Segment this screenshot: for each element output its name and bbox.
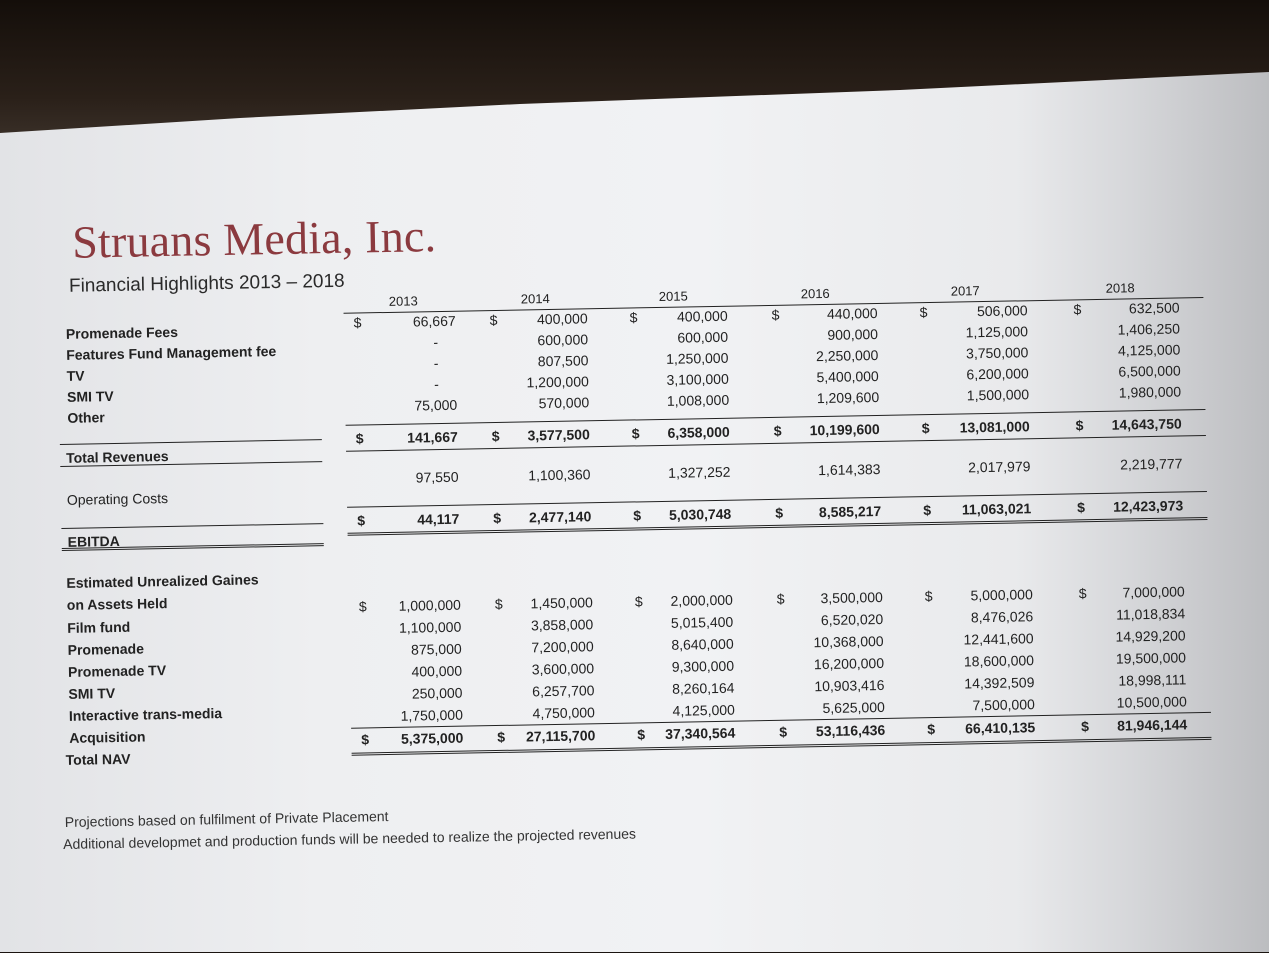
revenue-row-4-value-2017: 1,500,000 xyxy=(966,386,1030,404)
operating-costs-value-2014: 1,100,360 xyxy=(528,466,591,484)
asset-row-0-value-2014: 1,450,000 xyxy=(530,594,594,612)
total-revenues-currency-2014: $ xyxy=(491,427,500,445)
revenue-row-0-value-2013: 66,667 xyxy=(412,312,456,330)
asset-row-2-value-2018: 14,929,200 xyxy=(1115,627,1186,645)
total-revenues-value-2013: 141,667 xyxy=(407,428,458,446)
revenue-row-2-value-2015: 1,250,000 xyxy=(665,349,729,367)
asset-row-2-label: Promenade TV xyxy=(67,662,167,680)
footnote-projections: Projections based on fulfilment of Private Placement xyxy=(64,808,389,830)
revenue-row-1-value-2017: 1,125,000 xyxy=(965,323,1029,341)
asset-row-0-label: Film fund xyxy=(67,618,131,636)
asset-row-5-value-2013: 1,750,000 xyxy=(400,706,464,724)
ebitda-currency-2017: $ xyxy=(923,502,932,519)
revenue-row-0-value-2017: 506,000 xyxy=(976,302,1028,320)
total-revenues-currency-2015: $ xyxy=(631,425,640,442)
asset-row-5-label: Acquisition xyxy=(69,728,146,746)
asset-row-3-value-2014: 3,600,000 xyxy=(531,660,595,678)
revenue-row-0-label: Promenade Fees xyxy=(65,323,179,342)
revenue-row-3-label: SMI TV xyxy=(66,387,114,405)
revenue-row-1-value-2014: 600,000 xyxy=(537,331,589,349)
total-revenues-currency-2016: $ xyxy=(773,422,782,439)
asset-row-0-currency-2014: $ xyxy=(494,595,503,613)
asset-row-0-value-2018: 7,000,000 xyxy=(1122,583,1185,601)
year-header-2013: 2013 xyxy=(388,293,418,309)
revenue-row-0-value-2014: 400,000 xyxy=(536,310,588,328)
ebitda-currency-2018: $ xyxy=(1077,499,1086,516)
revenue-row-3-value-2018: 6,500,000 xyxy=(1118,362,1181,380)
asset-row-0-currency-2017: $ xyxy=(924,588,933,605)
ebitda-value-2014: 2,477,140 xyxy=(528,508,592,526)
operating-costs-value-2013: 97,550 xyxy=(415,468,459,486)
ebitda-currency-2015: $ xyxy=(633,507,642,524)
asset-row-2-value-2016: 10,368,000 xyxy=(813,632,884,651)
total-revenues-currency-2017: $ xyxy=(921,420,930,437)
asset-row-2-value-2015: 8,640,000 xyxy=(671,635,734,653)
ebitda-value-2013: 44,117 xyxy=(417,510,460,528)
revenue-row-4-value-2013: 75,000 xyxy=(414,396,458,414)
revenue-row-3-value-2015: 3,100,000 xyxy=(666,370,729,388)
total-nav-currency-2016: $ xyxy=(779,723,788,740)
asset-row-0-currency-2018: $ xyxy=(1078,585,1087,602)
revenue-row-2-value-2013: - xyxy=(433,355,439,372)
asset-row-0-value-2017: 5,000,000 xyxy=(970,586,1033,604)
revenue-row-4-value-2015: 1,008,000 xyxy=(666,391,730,409)
asset-row-5-value-2017: 7,500,000 xyxy=(972,696,1035,714)
total-revenues-value-2018: 14,643,750 xyxy=(1111,415,1182,433)
revenue-row-0-currency-2016: $ xyxy=(771,306,780,323)
asset-row-3-value-2013: 400,000 xyxy=(411,662,463,680)
total-revenues-label-rule-top xyxy=(60,439,322,445)
total-revenues-currency-2013: $ xyxy=(355,430,364,447)
asset-row-1-value-2016: 6,520,020 xyxy=(820,610,884,629)
ebitda-value-2016: 8,585,217 xyxy=(818,502,882,521)
asset-row-5-value-2014: 4,750,000 xyxy=(532,704,596,722)
revenue-row-0-currency-2018: $ xyxy=(1073,301,1082,318)
asset-row-3-value-2016: 16,200,000 xyxy=(813,654,885,673)
ebitda-currency-2016: $ xyxy=(775,504,784,521)
revenue-row-0-currency-2014: $ xyxy=(489,311,498,329)
asset-row-3-value-2015: 9,300,000 xyxy=(671,657,735,675)
total-nav-label: Total NAV xyxy=(65,750,131,768)
asset-row-4-value-2017: 14,392,509 xyxy=(964,674,1035,692)
asset-row-1-value-2014: 3,858,000 xyxy=(530,616,594,634)
asset-row-1-value-2015: 5,015,400 xyxy=(670,613,734,631)
year-header-2018: 2018 xyxy=(1105,280,1135,296)
revenue-row-2-value-2017: 3,750,000 xyxy=(965,344,1029,362)
asset-row-0-currency-2015: $ xyxy=(634,593,643,610)
total-nav-currency-2014: $ xyxy=(497,728,506,746)
operating-costs-value-2018: 2,219,777 xyxy=(1119,455,1183,473)
asset-row-3-value-2018: 19,500,000 xyxy=(1115,649,1187,667)
unrealized-heading-2: on Assets Held xyxy=(66,595,168,613)
revenue-row-0-value-2016: 440,000 xyxy=(826,304,878,322)
asset-row-0-value-2016: 3,500,000 xyxy=(820,588,883,607)
revenue-row-3-value-2014: 1,200,000 xyxy=(526,373,589,391)
ebitda-label-rule-top xyxy=(61,523,323,529)
footnote-funding: Additional developmet and production funds will be needed to realize the projected revenues xyxy=(63,825,637,852)
asset-row-4-label: Interactive trans-media xyxy=(68,705,223,724)
company-title: Struans Media, Inc. xyxy=(71,210,437,268)
asset-row-4-value-2013: 250,000 xyxy=(411,684,463,702)
total-revenues-label: Total Revenues xyxy=(65,447,169,466)
asset-row-4-value-2014: 6,257,700 xyxy=(532,682,595,700)
total-revenues-value-2017: 13,081,000 xyxy=(959,418,1030,436)
total-nav-value-2017: 66,410,135 xyxy=(965,719,1036,737)
revenue-row-1-value-2018: 1,406,250 xyxy=(1117,320,1181,338)
year-header-2016: 2016 xyxy=(800,285,830,302)
revenue-row-0-currency-2017: $ xyxy=(919,304,928,321)
ebitda-currency-2014: $ xyxy=(493,509,502,527)
total-revenues-value-2016: 10,199,600 xyxy=(809,420,880,439)
document-subtitle: Financial Highlights 2013 – 2018 xyxy=(68,270,345,297)
operating-costs-value-2016: 1,614,383 xyxy=(818,460,881,479)
ebitda-value-2017: 11,063,021 xyxy=(961,500,1032,518)
revenue-row-0-value-2018: 632,500 xyxy=(1128,299,1180,317)
total-nav-currency-2018: $ xyxy=(1081,718,1090,735)
revenue-row-2-value-2018: 4,125,000 xyxy=(1117,341,1181,359)
revenue-row-1-value-2015: 600,000 xyxy=(677,328,729,346)
total-nav-value-2014: 27,115,700 xyxy=(525,727,596,745)
ebitda-label: EBITDA xyxy=(67,532,120,550)
asset-row-0-currency-2013: $ xyxy=(358,598,367,615)
revenue-row-3-value-2013: - xyxy=(434,376,439,393)
asset-row-2-value-2017: 12,441,600 xyxy=(963,630,1034,648)
ebitda-value-2015: 5,030,748 xyxy=(668,505,732,523)
asset-row-5-value-2018: 10,500,000 xyxy=(1116,693,1187,711)
ebitda-value-2018: 12,423,973 xyxy=(1112,497,1184,515)
revenue-row-1-value-2016: 900,000 xyxy=(827,325,879,343)
asset-row-1-value-2017: 8,476,026 xyxy=(970,608,1034,626)
revenue-row-3-value-2016: 5,400,000 xyxy=(816,367,879,386)
total-nav-currency-2017: $ xyxy=(927,720,936,738)
year-header-2017: 2017 xyxy=(950,283,980,299)
asset-row-5-value-2016: 5,625,000 xyxy=(822,698,885,717)
total-nav-currency-2013: $ xyxy=(361,731,370,748)
asset-row-3-value-2017: 18,600,000 xyxy=(963,652,1035,670)
revenue-row-2-value-2014: 807,500 xyxy=(537,352,589,370)
ebitda-currency-2013: $ xyxy=(357,512,366,529)
total-nav-value-2016: 53,116,436 xyxy=(815,721,886,740)
asset-row-4-value-2018: 18,998,111 xyxy=(1118,671,1187,689)
asset-row-2-value-2014: 7,200,000 xyxy=(531,638,594,656)
operating-costs-value-2017: 2,017,979 xyxy=(968,458,1031,476)
revenue-row-1-value-2013: - xyxy=(433,334,439,351)
asset-row-1-value-2013: 1,100,000 xyxy=(398,618,462,636)
revenue-row-4-label: Other xyxy=(67,409,105,426)
revenue-row-1-label: Features Fund Management fee xyxy=(66,343,277,363)
revenue-row-2-value-2016: 2,250,000 xyxy=(815,346,879,365)
total-revenues-value-2015: 6,358,000 xyxy=(667,423,730,441)
revenue-row-4-value-2014: 570,000 xyxy=(538,394,590,412)
asset-row-0-currency-2016: $ xyxy=(776,590,785,607)
asset-row-1-label: Promenade xyxy=(67,640,145,658)
asset-row-5-value-2015: 4,125,000 xyxy=(672,701,736,719)
unrealized-heading-1: Estimated Unrealized Gaines xyxy=(66,571,259,591)
asset-row-3-label: SMI TV xyxy=(68,685,116,702)
operating-costs-value-2015: 1,327,252 xyxy=(668,463,731,481)
asset-row-4-value-2016: 10,903,416 xyxy=(814,676,885,695)
year-header-2015: 2015 xyxy=(658,288,688,304)
total-revenues-value-2014: 3,577,500 xyxy=(527,426,590,444)
revenue-row-0-currency-2013: $ xyxy=(353,314,362,331)
revenue-row-0-value-2015: 400,000 xyxy=(676,307,728,325)
year-header-2014: 2014 xyxy=(520,290,550,307)
total-nav-value-2015: 37,340,564 xyxy=(665,724,736,742)
asset-row-1-value-2018: 11,018,834 xyxy=(1116,605,1186,623)
revenue-row-4-value-2016: 1,209,600 xyxy=(816,388,880,407)
asset-row-0-value-2015: 2,000,000 xyxy=(670,591,733,609)
total-nav-value-2018: 81,946,144 xyxy=(1116,716,1188,734)
revenue-row-2-label: TV xyxy=(66,367,85,384)
total-revenues-currency-2018: $ xyxy=(1075,417,1084,434)
revenue-row-0-currency-2015: $ xyxy=(629,309,638,326)
operating-costs-label: Operating Costs xyxy=(66,490,169,508)
asset-row-4-value-2015: 8,260,164 xyxy=(672,679,735,697)
table-rules xyxy=(0,0,1259,1)
total-nav-value-2013: 5,375,000 xyxy=(400,729,464,747)
revenue-row-4-value-2018: 1,980,000 xyxy=(1118,383,1182,401)
asset-row-0-value-2013: 1,000,000 xyxy=(398,596,462,614)
total-nav-currency-2015: $ xyxy=(637,726,646,743)
revenue-row-3-value-2017: 6,200,000 xyxy=(966,365,1029,383)
asset-row-2-value-2013: 875,000 xyxy=(410,640,462,658)
